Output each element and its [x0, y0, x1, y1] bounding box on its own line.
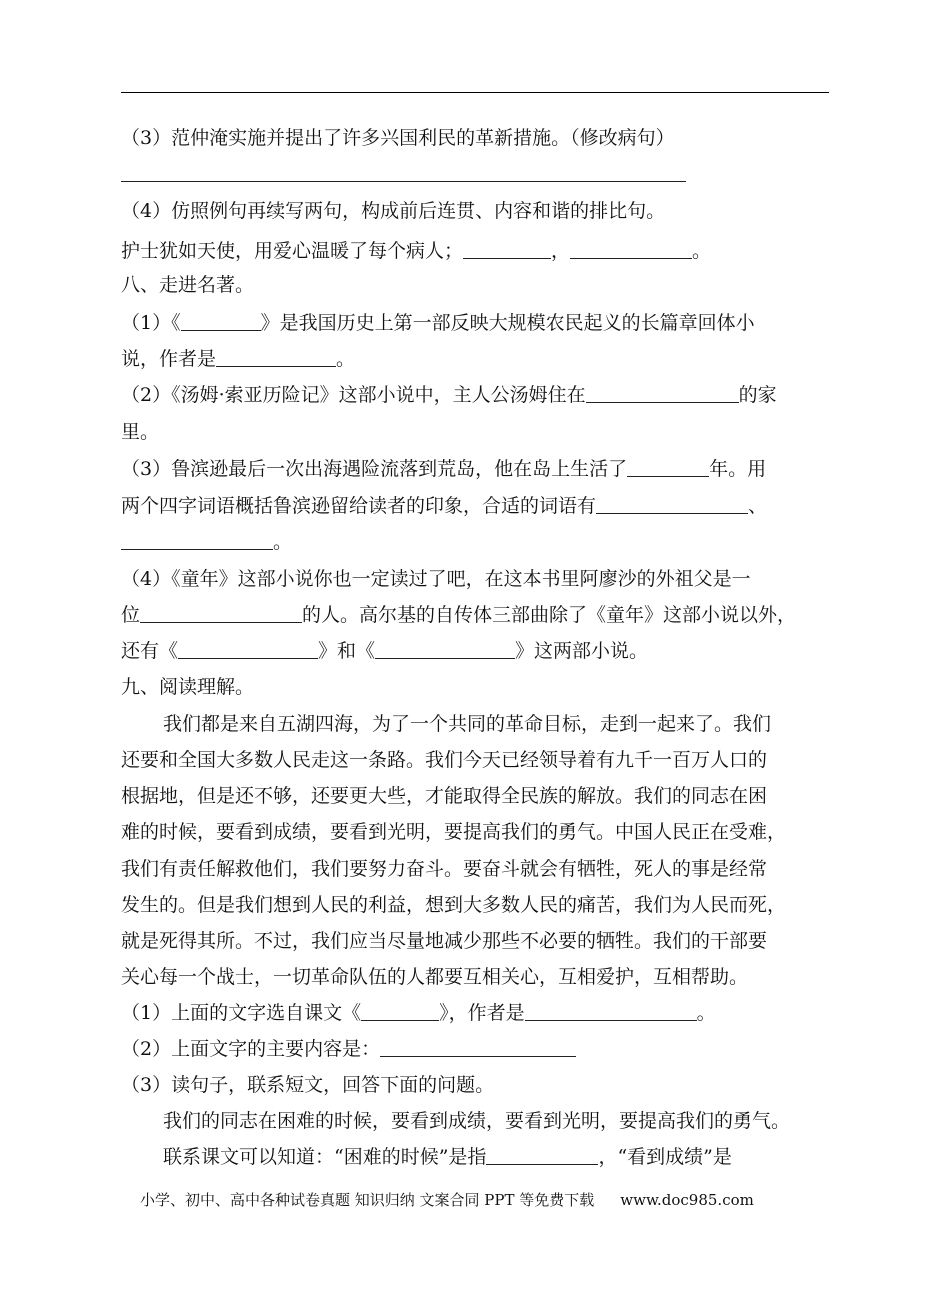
q9-q1-end: 。: [696, 1002, 716, 1024]
q8-i3-blank-word1[interactable]: [596, 493, 748, 514]
q8-i1-blank-author[interactable]: [216, 346, 336, 367]
q8-item4-line2: [121, 601, 796, 629]
q8-i4-prefix: 位: [121, 604, 141, 626]
q8-item1-line1: [121, 309, 755, 337]
q7-item3: （3）范仲淹实施并提出了许多兴国利民的革新措施。（修改病句）: [121, 127, 675, 149]
q8-i4-blank-book1[interactable]: [178, 638, 318, 659]
q8-i4-blank-book2[interactable]: [375, 638, 515, 659]
passage-line: 还要和全国大多数人民走这一条路。我们今天已经领导着有九千一百万人口的: [121, 749, 768, 771]
passage-line: 我们都是来自五湖四海，为了一个共同的革命目标，走到一起来了。我们: [163, 713, 772, 735]
q7-example-line: [121, 237, 711, 265]
q9-q1-blank-author[interactable]: [525, 1000, 697, 1021]
q9-q3-prompt: [163, 1143, 732, 1171]
q9-q2-text: （2）上面文字的主要内容是：: [121, 1038, 381, 1060]
passage-line: 根据地，但是还不够，还要更大些，才能取得全民族的解放。我们的同志在困: [121, 785, 768, 807]
passage-line: 发生的。但是我们想到人民的利益，想到大多数人民的痛苦，我们为人民而死，: [121, 894, 787, 916]
q8-i3-suffix: 年。用: [709, 458, 767, 480]
q7-item3-answer-line[interactable]: [121, 181, 686, 182]
q8-i1-text: 》是我国历史上第一部反映大规模农民起义的长篇章回体小: [260, 312, 755, 334]
q9-question3: （3）读句子，联系短文，回答下面的问题。: [121, 1074, 495, 1096]
q8-i3-sep: 、: [748, 495, 768, 517]
footer-url[interactable]: www.doc985.com: [620, 1191, 754, 1209]
q8-item2-line1: [121, 381, 777, 409]
q8-i3-end: 。: [273, 531, 293, 553]
passage-line: 难的时候，要看到成绩，要看到光明，要提高我们的勇气。中国人民正在受难，: [121, 821, 787, 843]
q8-i3-text: （3）鲁滨逊最后一次出海遇险流落到荒岛，他在岛上生活了: [121, 458, 628, 480]
q8-i1-blank-title[interactable]: [181, 310, 261, 331]
q9-q1-author-label: 》，作者是: [439, 1002, 525, 1024]
q9-q3-text: 联系课文可以知道：“困难的时候”是指: [163, 1146, 487, 1168]
passage-line: 就是死得其所。不过，我们应当尽量地减少那些不必要的牺牲。我们的干部要: [121, 930, 768, 952]
example-text: 护士犹如天使，用爱心温暖了每个病人；: [121, 240, 464, 262]
q8-item4-line1: （4）《童年》这部小说你也一定读过了吧，在这本书里阿廖沙的外祖父是一: [121, 568, 751, 590]
q8-i3-blank-years[interactable]: [627, 456, 709, 477]
q9-q3-blank[interactable]: [486, 1144, 598, 1165]
q8-item3-line3: [121, 528, 292, 556]
q8-i2-text: （2）《汤姆·索亚历险记》这部小说中，主人公汤姆住在: [121, 384, 586, 406]
q8-item3-line1: [121, 455, 766, 483]
q9-quote: 我们的同志在困难的时候，要看到成绩，要看到光明，要提高我们的勇气。: [163, 1110, 791, 1132]
q8-i4-blank-grandfather[interactable]: [140, 602, 302, 623]
q9-q1-text: （1）上面的文字选自课文《: [121, 1002, 362, 1024]
q8-i4-end: 》这两部小说。: [515, 640, 649, 662]
q8-i4-text: 的人。高尔基的自传体三部曲除了《童年》这部小说以外，: [302, 604, 797, 626]
q9-heading: 九、阅读理解。: [121, 676, 255, 698]
example-blank-1[interactable]: [463, 238, 551, 259]
q8-i1-author-label: 说，作者是: [121, 348, 217, 370]
q8-i3-text2: 两个四字词语概括鲁滨逊留给读者的印象，合适的词语有: [121, 495, 597, 517]
q9-q3-suffix: ，“看到成绩”是: [598, 1146, 732, 1168]
q8-i3-blank-word2[interactable]: [121, 529, 273, 550]
q8-i1-end: 。: [336, 348, 356, 370]
passage-line: 关心每一个战士，一切革命队伍的人都要互相关心，互相爱护，互相帮助。: [121, 966, 749, 988]
q8-item4-line3: [121, 637, 648, 665]
q8-i4-and: 》和《: [318, 640, 376, 662]
q9-q1-blank-title[interactable]: [361, 1000, 439, 1021]
q8-i4-also: 还有《: [121, 640, 179, 662]
q8-i2-blank[interactable]: [586, 382, 739, 403]
example-blank-2[interactable]: [570, 238, 692, 259]
header-rule: [121, 92, 829, 93]
example-separator: ，: [551, 240, 571, 262]
q8-item2-line2: 里。: [121, 421, 160, 443]
example-end: 。: [692, 240, 712, 262]
q8-i2-suffix: 的家: [738, 384, 777, 406]
q9-question1: [121, 999, 716, 1027]
q9-q2-blank[interactable]: [380, 1036, 576, 1057]
q8-item3-line2: [121, 492, 767, 520]
q8-item1-line2: [121, 345, 355, 373]
q8-heading: 八、走进名著。: [121, 274, 255, 296]
passage-line: 我们有责任解救他们，我们要努力奋斗。要奋斗就会有牺牲，死人的事是经常: [121, 858, 768, 880]
q7-item4: （4）仿照例句再续写两句，构成前后连贯、内容和谐的排比句。: [121, 200, 666, 222]
q8-i1-prefix: （1）《: [121, 312, 181, 334]
footer: [140, 1188, 754, 1212]
q9-question2: [121, 1035, 576, 1063]
footer-text: 小学、初中、高中各种试卷真题 知识归纳 文案合同 PPT 等免费下载: [140, 1191, 595, 1209]
